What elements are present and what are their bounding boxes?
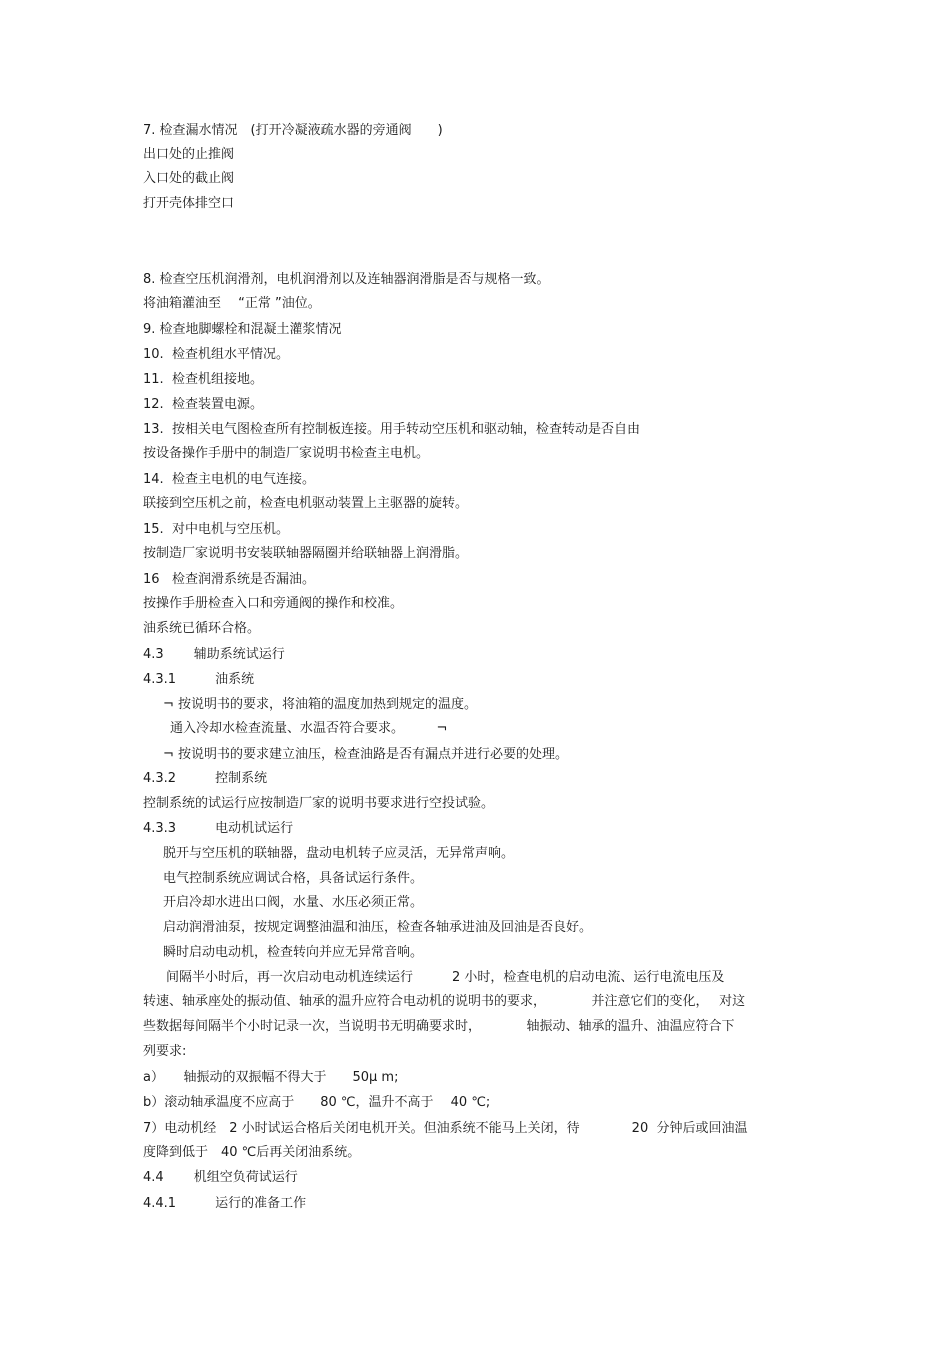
text-line: 10. 检查机组水平情况。 — [143, 347, 289, 362]
section-heading: 4.4 机组空负荷试运行 — [143, 1170, 298, 1185]
subsection-heading: 4.3.1 油系统 — [143, 672, 255, 687]
list-item: 通入冷却水检查流量、水温否符合要求。 ¬ — [170, 721, 448, 736]
text-line: 转速、轴承座处的振动值、轴承的温升应符合电动机的说明书的要求， 并注意它们的变化， 对这 — [143, 994, 746, 1009]
text-line: 入口处的截止阀 — [143, 171, 235, 186]
text-line: 12. 检查装置电源。 — [143, 397, 263, 412]
text-line: 间隔半小时后，再一次启动电动机连续运行 2 小时，检查电机的启动电流、运行电流电压及 — [166, 970, 725, 985]
list-item: ¬ 按说明书的要求，将油箱的温度加热到规定的温度。 — [163, 697, 478, 712]
text-line: 按制造厂家说明书安装联轴器隔圈并给联轴器上润滑脂。 — [143, 546, 469, 561]
text-line: 15. 对中电机与空压机。 — [143, 522, 289, 537]
text-line: 联接到空压机之前，检查电机驱动装置上主驱器的旋转。 — [143, 496, 469, 511]
text-line: 14. 检查主电机的电气连接。 — [143, 472, 315, 487]
text-line: 将油箱灌油至 “正常 ”油位。 — [143, 296, 321, 311]
list-item: b）滚动轴承温度不应高于 80 ℃，温升不高于 40 ℃; — [143, 1095, 491, 1110]
text-line: 13. 按相关电气图检查所有控制板连接。用手转动空压机和驱动轴，检查转动是否自由 — [143, 422, 640, 437]
text-line: 脱开与空压机的联轴器，盘动电机转子应灵活，无异常声响。 — [163, 846, 515, 861]
text-line: 按操作手册检查入口和旁通阀的操作和校准。 — [143, 596, 404, 611]
text-line: 8. 检查空压机润滑剂，电机润滑剂以及连轴器润滑脂是否与规格一致。 — [143, 272, 550, 287]
text-line: 瞬时启动电动机，检查转向并应无异常音响。 — [163, 945, 424, 960]
subsection-heading: 4.3.2 控制系统 — [143, 771, 268, 786]
text-line: 按设备操作手册中的制造厂家说明书检查主电机。 — [143, 446, 430, 461]
subsection-heading: 4.3.3 电动机试运行 — [143, 821, 294, 836]
text-line: 11. 检查机组接地。 — [143, 372, 263, 387]
text-line: 油系统已循环合格。 — [143, 621, 261, 636]
text-line: 电气控制系统应调试合格，具备试运行条件。 — [163, 871, 424, 886]
text-line: 16 检查润滑系统是否漏油。 — [143, 572, 315, 587]
text-line: 出口处的止推阀 — [143, 147, 235, 162]
text-line: 7）电动机经 2 小时试运合格后关闭电机开关。但油系统不能马上关闭，待 20 分钟后或回油温 — [143, 1121, 748, 1136]
text-line: 9. 检查地脚螺栓和混凝土灌浆情况 — [143, 322, 342, 337]
subsection-heading: 4.4.1 运行的准备工作 — [143, 1196, 307, 1211]
list-item: a） 轴振动的双振幅不得大于 50μ m; — [143, 1070, 399, 1085]
text-line: 启动润滑油泵，按规定调整油温和油压，检查各轴承进油及回油是否良好。 — [163, 920, 593, 935]
text-line: 打开壳体排空口 — [143, 196, 235, 211]
text-line: 些数据每间隔半个小时记录一次，当说明书无明确要求时， 轴振动、轴承的温升、油温应符合下 — [143, 1019, 735, 1034]
list-item: ¬ 按说明书的要求建立油压，检查油路是否有漏点并进行必要的处理。 — [163, 747, 569, 762]
text-line: 列要求: — [143, 1044, 187, 1059]
text-line: 开启冷却水进出口阀，水量、水压必须正常。 — [163, 895, 424, 910]
text-line: 控制系统的试运行应按制造厂家的说明书要求进行空投试验。 — [143, 796, 495, 811]
text-line: 度降到低于 40 ℃后再关闭油系统。 — [143, 1145, 361, 1160]
text-line: 7. 检查漏水情况 (打开冷凝液疏水器的旁通阀 ) — [143, 123, 443, 138]
section-heading: 4.3 辅助系统试运行 — [143, 647, 285, 662]
